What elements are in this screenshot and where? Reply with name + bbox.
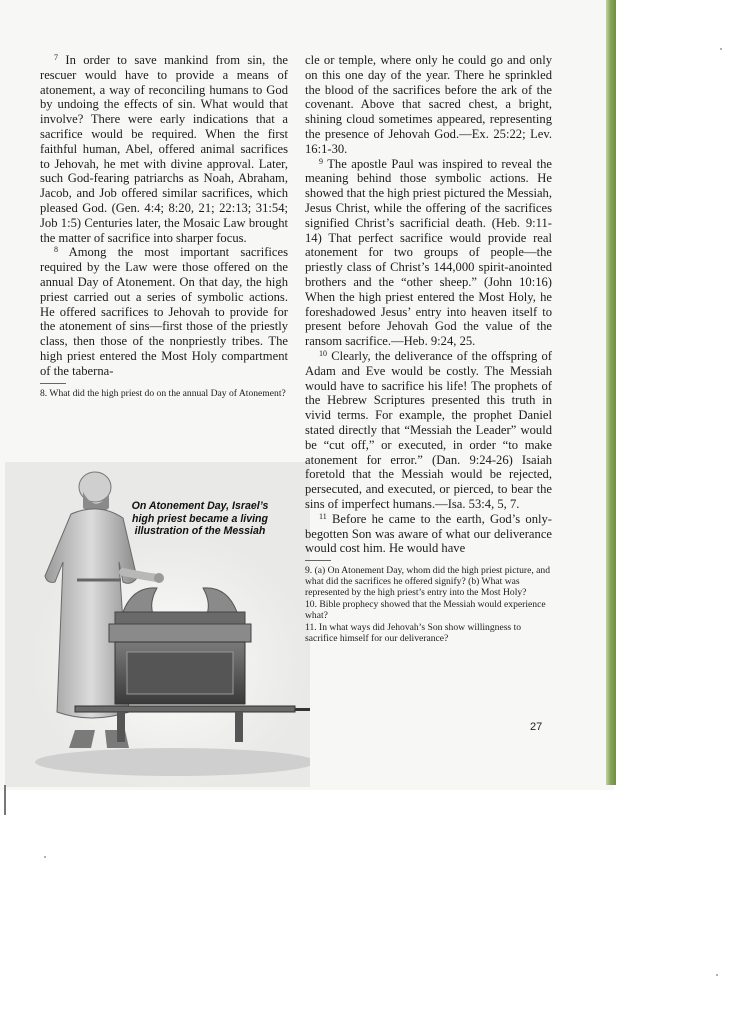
question-divider (305, 560, 331, 561)
paragraph-9 (305, 157, 552, 349)
paragraph-text: Clearly, the deliverance of the offspring of Adam and Eve would be costly. The Messiah would have to sacrifice his life! The prophets of the Hebrew Scriptures presented this truth in vivid terms. For example, the prophet Daniel stated directly that “Messiah the Leader” would be “cut off,” or executed, in order “to make atonement for error.” (Dan. 9:24-26) Isaiah foretold that the Messiah would be rejected, persecuted, and executed, or pierced, to bear the sins of imperfect humans.—Isa. 53:4, 5, 7. (305, 348, 553, 511)
paragraph-number: 8 (54, 245, 58, 255)
paragraph-number: 11 (319, 511, 327, 521)
left-column (40, 53, 288, 399)
scan-speck (720, 48, 722, 50)
paragraph-8-continued: cle or temple, where only he could go and only on this one day of the year. There he sprinkled the blood of the sacrifices before the ark of the covenant. Above that sacred chest, a bright, shining cloud sometimes appeared, representing the presence of Jehovah God.—Ex. 25:22; Lev. 16:1-30. (305, 53, 552, 156)
paragraph-text: Among the most important sacrifices required by the Law were those offered on the annual Day of Atonement. On that day, the high priest carried out a series of symbolic actions. He offered sacrifices to Jehovah to provide for the atonement of sins—first those of the priestly class, then those of the nonpriestly tribes. The high priest entered the Most Holy compartment of the taberna- (40, 245, 288, 378)
green-page-edge (606, 0, 616, 785)
study-question-11: 11. In what ways did Jehovah’s Son show willingness to sacrifice himself for our deliverance? (305, 622, 522, 645)
right-column (305, 53, 552, 645)
paragraph-10 (305, 349, 552, 512)
paragraph-11 (305, 512, 552, 556)
paragraph-text: In order to save mankind from sin, the rescuer would have to provide a means of atonement, a way of reconciling humans to God by undoing the effects of sin. What would that involve? There were early indications that a sacrifice would be required. When the first faithful human, Abel, offered animal sacrifices to Jehovah, he met with divine approval. Later, such God-fearing patriarchs as Noah, Abraham, Jacob, and Job offered similar sacrifices, which pleased God. (Gen. 4:4; 8:20, 21; 22:13; 31:54; Job 1:5) Centuries later, the Mosaic Law brought the matter of sacrifice into sharper focus. (40, 53, 288, 245)
paragraph-text: The apostle Paul was inspired to reveal the meaning behind those symbolic actions. He showed that the high priest pictured the Messiah, Jesus Christ, while the offering of the sacrifices signified Christ’s sacrificial death. (Heb. 9:11-14) That perfect sacrifice would provide real atonement for two groups of people—the priestly class of Christ’s 144,000 spirit-anointed brothers and the “other sheep.” (John 10:16) When the high priest entered the Most Holy, he foreshadowed Jesus’ entry into heaven itself to present before Jehovah God the value of the ransom sacrifice.—Heb. 9:24, 25. (305, 156, 553, 349)
paragraph-7 (40, 53, 288, 245)
illustration-caption: On Atonement Day, Israel’s high priest became a living illustration of the Messiah (131, 500, 269, 537)
study-questions (305, 565, 552, 644)
paragraph-text: Before he came to the earth, God’s only-begotten Son was aware of what our deliverance would cost him. He would have (305, 511, 552, 556)
study-question-8: 8. What did the high priest do on the annual Day of Atonement? (40, 387, 286, 399)
paragraph-8 (40, 245, 288, 378)
paragraph-number: 10 (319, 348, 327, 358)
scan-edge-mark (4, 785, 6, 815)
scan-speck (716, 974, 718, 976)
paragraph-number: 7 (54, 53, 58, 62)
study-question-9: 9. (a) On Atonement Day, whom did the high priest picture, and what did the sacrifices he offered signify? (b) What was represented by the high priest’s entry into the Most Holy? (305, 565, 551, 599)
study-question-10: 10. Bible prophecy showed that the Messiah would experience what? (305, 599, 546, 622)
question-divider (40, 383, 66, 384)
scan-speck (44, 856, 46, 858)
paragraph-number: 9 (319, 156, 323, 166)
page-number: 27 (530, 721, 543, 733)
